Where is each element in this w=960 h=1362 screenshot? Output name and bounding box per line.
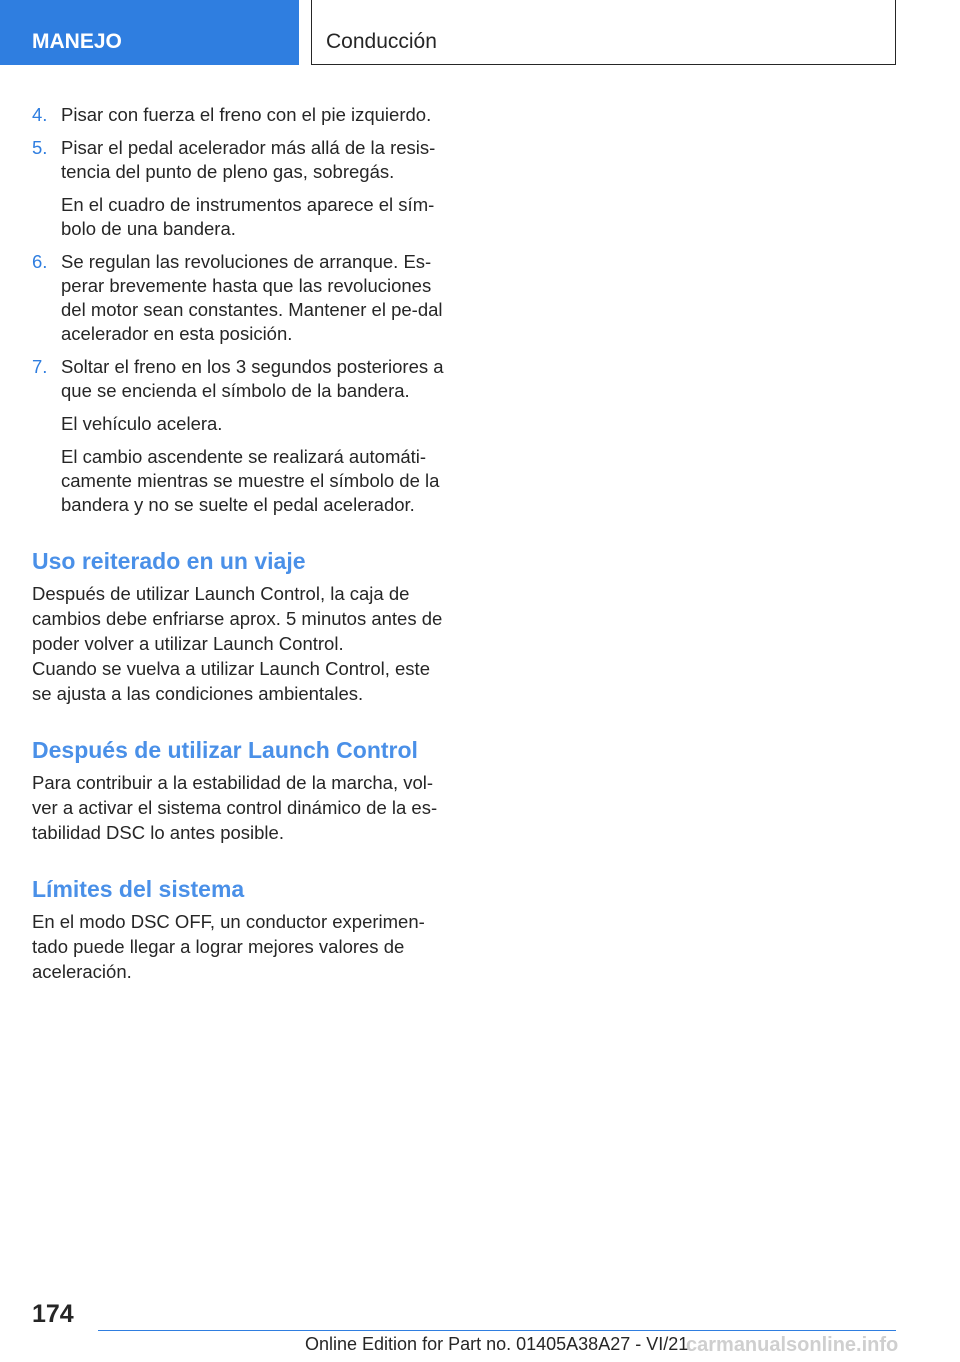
edition-info: Online Edition for Part no. 01405A38A27 - VI/21 (305, 1334, 689, 1354)
watermark: carmanualsonline.info (686, 1334, 899, 1356)
section-heading-despues-launch-control: Después de utilizar Launch Control (32, 737, 418, 763)
step-text: Pisar con fuerza el freno con el pie izquierdo. (61, 104, 432, 125)
step-number: 4. (32, 104, 48, 125)
section-paragraph: Cuando se vuelva a utilizar Launch Control, este se ajusta a las condiciones ambientales. (32, 658, 430, 704)
step-text: Pisar el pedal acelerador más allá de la resis-tencia del punto de pleno gas, sobregás. (61, 137, 436, 182)
step-number: 5. (32, 137, 48, 158)
step-text: El vehículo acelera. (61, 413, 223, 434)
step-text: Se regulan las revoluciones de arranque. Es-perar brevemente hasta que las revoluciones del motor sean constantes. Mantener el pe-dal acelerador en esta posición. (61, 251, 443, 344)
step-text: El cambio ascendente se realizará automáti-camente mientras se muestre el símbolo de la bandera y no se suelte el pedal acelerador. (61, 446, 440, 515)
chapter-header (311, 0, 896, 65)
chapter-title: Conducción (326, 30, 437, 53)
section-paragraph: En el modo DSC OFF, un conductor experimen-tado puede llegar a lograr mejores valores de aceleración. (32, 911, 425, 982)
section-paragraph: Después de utilizar Launch Control, la caja de cambios debe enfriarse aprox. 5 minutos antes de poder volver a utilizar Launch Control. (32, 583, 443, 654)
step-number: 6. (32, 251, 48, 272)
step-6 (32, 250, 450, 346)
section-title: MANEJO (32, 30, 122, 53)
step-5 (32, 136, 450, 241)
section-heading-uso-reiterado: Uso reiterado en un viaje (32, 548, 306, 574)
page-content (32, 103, 450, 984)
step-4 (32, 103, 450, 127)
step-number: 7. (32, 356, 48, 377)
section-heading-limites-sistema: Límites del sistema (32, 876, 245, 902)
section-paragraph: Para contribuir a la estabilidad de la marcha, vol-ver a activar el sistema control dinámico de la es-tabilidad DSC lo antes posible. (32, 772, 438, 843)
step-text: Soltar el freno en los 3 segundos posteriores a que se encienda el símbolo de la bandera. (61, 356, 444, 401)
section-tab (0, 0, 299, 65)
step-7 (32, 355, 450, 517)
step-text: En el cuadro de instrumentos aparece el sím-bolo de una bandera. (61, 194, 435, 239)
footer-divider (98, 1330, 896, 1331)
page-number: 174 (32, 1300, 74, 1328)
